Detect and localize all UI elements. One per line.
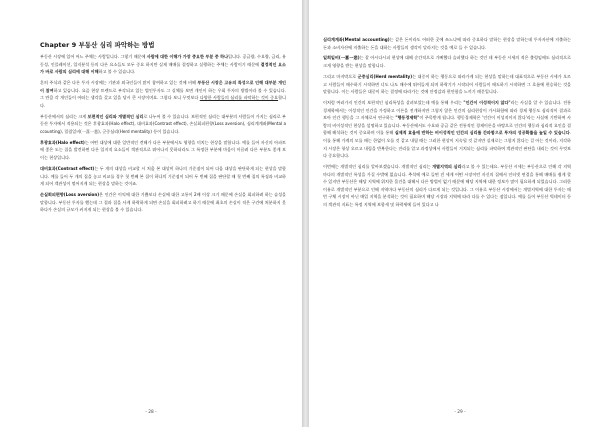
left-paragraph-halo	[40, 139, 286, 162]
left-paragraph-loss-aversion	[40, 191, 286, 214]
right-paragraph-behavioral	[323, 99, 571, 160]
text-run: 하고 볼 수 있습니다.	[98, 69, 136, 75]
text-run: 입니다. 공급량, 수요량, 금리, 유동성, 인플레이션, 입지분석 등의 다른 요소들도 모두 중요 하지만 실제 매매를 결정하고 실행하는 주체는 사람이기 때문에	[40, 54, 286, 67]
left-paragraph-1	[40, 53, 286, 76]
emphasis-text: "인간이 이성적이지 않다"	[463, 100, 511, 106]
text-run: 는 두 개의 대상을 비교할 시 처음 본 대상이 하나의 기준점이 되어 다음 대상을 판단하게 되는 현상을 말합니다. 예를 들어 두 개의 집을 놓고 비교를 경우 첫 번째 본 집이 하나의 기준점이 되어 두 번째 집을 판단할 때 첫 번째 집의 특징과 비교하게 되어 객관성이 떨어지게 되는 현상을 말하는 것이죠.	[40, 165, 286, 187]
right-page	[309, 0, 611, 427]
term-ilhui-ilbi: 일희일비(一喜一悲)	[323, 55, 360, 61]
text-run: 이 주목받게 됩니다. 행동경제학은 '인간이 이성적이지 않다'라는 사실에 기반하여 사람의 비이성적인 현상을 설명하고 있습니다. 부동산에서도 수요와 공급 같은 전통적인 경제이론을 바탕으로 인간의 행동과 심리적 요인을 결합해 해석하는 것이 중요하며 이를 통해	[323, 115, 571, 136]
text-run: 는 어떤 대상에 대한 일반적인 견해가 다른 부분에서도 영향을 미치는 현상을 말합니다. 예를 들어 자신의 아파트에 좋은 도는 집을 발견하면 다른 입지적 요소들이 객관적으로 뛰어나지 못하더라도 그 특정한 부분에 마음이 이끌려 다른 부분도 좋게 보이는 현상입니다.	[40, 139, 286, 161]
book-gutter	[302, 0, 309, 427]
page-number-right: - 29 -	[454, 410, 466, 415]
page-number-left: - 28 -	[145, 410, 157, 415]
emphasis-text: 부동산 시장은 고유의 특성으로 인해 대부분 개인이 참여	[40, 80, 286, 93]
text-run: 라고 볼 수 있는데요. 부동산 시세는 부동산으로 인해 각 지역 마다의 개별적인 특성을 가질 수밖에 없습니다. 추석에 예로 들면 건 세게 어떤 시장이던 자신의 집에서 인터넷 연결을 통해 매매를 쉽게 할 수 있지만 부동산은 해당 지역에 위치한 물건을 대해서 다른 방법이 없기 때문에 해당 지역에 대한 정보가 많이 필요하게 되었습니다. 그러한 이유로 개별적인 부분으로 인해 지역마다 부동산의 심리가 다르게 되는 것입니다. 그 이유로 부동산 시장에서는 개별지역에 대한 투자는 매번 구체 시장이 아닌 매입 지역을 분석하는 것이 필요하며 해당 시장과 지역에 따라 다를 수 있다는 점입니다. 예를 들어 부동산 빅데이터 등의 객관적 지표는 특정 지역에 보합세 및 하락세에 들어 있다고 나	[323, 164, 571, 208]
text-run: 하고 있습니다. 요즘 현장 트렌드로 부각되고 있는 법인투자도 그 실체를 보면 개인이 하는 우회 투자의 방법이라 볼 수 있습니다. 그 만큼 각 개인들이 어떠는 생각을 갖고 있을 당시 큰 시장이며요. 그렇다 보니 무엇보다	[40, 87, 286, 101]
left-paragraph-contrast	[40, 165, 286, 188]
text-run: 라는 사실을 알 수 있습니다. 전통경제학에서는 이성적인 인간을 가정하고 이론을 전개하지만 그렇지 않은 인간의 심리현상이 가시화함에 따라 경제 행동도 심리적이 결과로 보아 인간 행동을 그 자체로서 연구하는	[323, 100, 571, 121]
right-paragraph-herd	[323, 73, 571, 96]
emphasis-text: "행동경제학"	[395, 115, 420, 121]
right-paragraph-individual	[323, 163, 571, 209]
left-paragraph-3	[40, 113, 286, 136]
emphasis-text: 보편적인 심리와 개별적인 심리	[87, 113, 144, 119]
term-contrast-effect: 대비효과(Contrast effect)	[40, 165, 95, 171]
text-run: 는 잘 아시다시피 현상에 대해 순간적으로 기뻐했다 슬퍼했다 하는 것인 데 부동산 시세의 적은 출렁임에도 심리적으로 크게 영향을 받는 현상을 말합니다.	[323, 55, 571, 69]
text-run: 그리고 마지막으로	[323, 73, 358, 79]
text-run: 는 대중이 하는 행동으로 따라가게 되는 현상을 말하는데 대표적으로 부동산 시세가 오르고 사람들이 매수하기 시작하면 너도 나도 매수에 뛰어들게 되며 하락기가 시작되어 사람들이 매도하기 시작하면 그 흐름에 편승하는 것을 말합니다. 이는 사람들은 대중이 하는 결정에 따라가는 것에 안정감과 편안함을 느끼기 때문입니다.	[323, 73, 571, 95]
text-run: 로 나누어 볼 수 있습니다. 보편적인 심리는 대부분의 사람들이 가지는 심리로 부동산 투자에서 적용되는 것은 후광효과(Halo effect), 대비효과(Contrast effect), 손실회피편향(Loss aversion), 심리계계좌(Mental accounting), 밀림일비(一喜一悲), 군중심리(Herd mentality) 등이 있습니다.	[40, 113, 287, 134]
text-run: 은 인간은 이익에 대한 기쁨보다 손실에 대한 고통이 2배 이상 크기 때문에 손실을 회피하려 하는 습성을 말합니다. 부동산 투자를 했는데 그 결과 집을 사게 하락하게 되면 손실을 회피하려고 하기 때문에 최초의 손실이 적은 구간에 처분하지 못하다가 손실의 규모가 커지게 되는 현상을 볼 수 있습니다.	[40, 191, 286, 213]
left-page	[0, 0, 302, 427]
term-halo-effect: 후광효과(Halo effect)	[40, 139, 85, 145]
emphasis-text: 사람에 대한 이해가 가장 중요한 부분 중 하나	[146, 54, 229, 59]
term-loss-aversion: 손실회피편향(Loss aversion)	[40, 191, 100, 197]
text-run: 이처럼 여러가지 인간의 보편적인 심리특성을 살펴보았는데 예를 통해 우리는	[323, 100, 464, 106]
left-paragraph-2	[40, 79, 286, 109]
term-herd-mentality: 군중심리(Herd mentality)	[357, 73, 413, 79]
text-run: 이번에는 개별적인 심리를 알아보겠습니다. 개별적인 심리는	[323, 164, 433, 170]
right-paragraph-ilhui-ilbi	[323, 54, 571, 69]
term-mental-accounting: 심리계계좌(Mental accounting)	[323, 37, 390, 42]
text-run: 흔히 주식과 같은 다른 투자 시장에는 기관과 외국인들이 많이 참여하고 있는 것에 비해	[40, 80, 198, 86]
emphasis-text: 결정적인 요소가 바로 사람의 심리에 대해 이해	[40, 61, 286, 75]
text-run: 합니다.	[40, 95, 286, 108]
text-run: . 이를 통해 가계의 모를 때는 한없이 오를 것 같고 내릴 때는 그러한 현상이 지속될 것 같지만 실제로는 그렇지 않다는 걸 아는 것이라, 지각하지 시장은 항상 오르고 내림을 반복한다는 진리를 알고 과정상에서 사람들이 거치되는 심리를 파악하여 객관적인 판단을 내리는 것이 무엇보다 중요합니다.	[323, 130, 571, 159]
emphasis-text: 개별지역의 심리	[432, 164, 462, 170]
underlined-text: 다양한 사람들의 심리를 파악하는 것이 중요	[199, 95, 279, 101]
text-run: 부동산에서의 심리는 크게	[40, 113, 88, 119]
chapter-title: Chapter 9 부동산 심리 파악하는 방법	[40, 41, 155, 49]
text-run: 는 같은 돈이라도 어떠한 곳에 쓰느냐에 따라 중요하다 말하는 현상을 말하는데 투자자산에 지출하는 돈과 소비자산에 지출하는 돈을 대하는 사람들의 생각이 달라지는 것을 예로 들 수 있습니다.	[323, 37, 571, 50]
emphasis-text: 실제적 효율에 반하는 비이성적인 인간의 심리를 간파함으로 투자의 성공확률을 높일 수 있습니다	[394, 130, 570, 136]
right-paragraph-mental-accounting	[323, 36, 571, 51]
text-run: 부동산 시장에 있어 어느 주체는 사람입니다. 그렇기 때문에	[40, 54, 147, 59]
